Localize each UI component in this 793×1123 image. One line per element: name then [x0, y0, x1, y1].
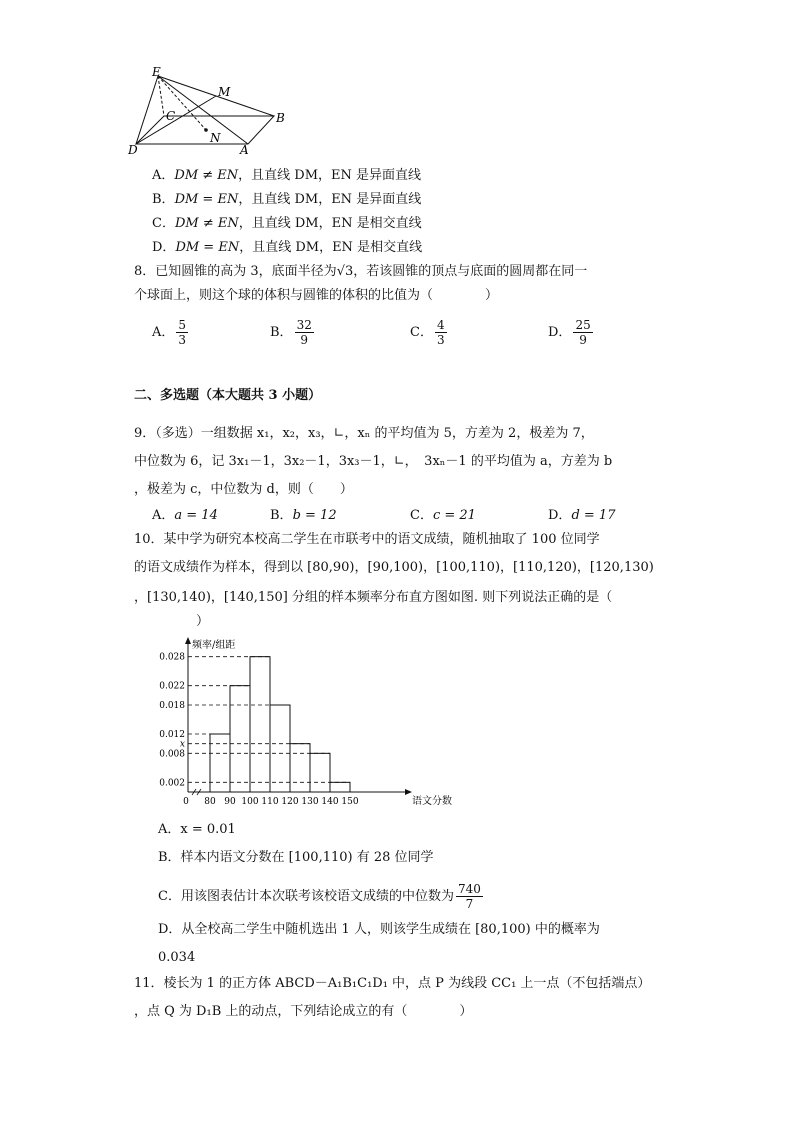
q8-option-a: A． $\frac{5}{3}$ [152, 318, 187, 347]
q10-line3: ，[130,140)，[140,150] 分组的样本频率分布直方图如图. 则下列说法正确的是（ [134, 590, 613, 605]
q7-option-a: A．DM ≠ EN，且直线 DM，EN 是异面直线 [152, 168, 422, 183]
y-tick-label: 0.012 [159, 730, 185, 740]
histogram-bar [330, 782, 350, 792]
q10-option-b: B．样本内语文分数在 [100,110) 有 28 位同学 [158, 850, 434, 865]
x-tick-label: 120 [281, 797, 299, 807]
x-axis-label: 语文分数 [412, 796, 452, 807]
x-axis-arrow [405, 789, 412, 795]
q7-option-b: B．DM = EN，且直线 DM，EN 是异面直线 [152, 192, 422, 207]
q9-option-a: A．a = 14 [152, 508, 218, 523]
q10-option-c: C．用该图表估计本次联考该校语文成绩的中位数为 $\frac{740}{7}$ [158, 882, 481, 911]
y-axis-label: 频率/组距 [192, 640, 236, 651]
histogram-bar [270, 705, 290, 792]
label-N: N [210, 131, 221, 145]
x-tick-label: 130 [301, 797, 319, 807]
x-tick-label: 0 [183, 797, 189, 807]
histogram-bar [210, 734, 230, 792]
y-axis-arrow [185, 637, 191, 644]
y-tick-label: x [179, 739, 185, 750]
y-tick-label: 0.002 [159, 778, 185, 789]
q10-line2: 的语文成绩作为样本，得到以 [80,90)，[90,100)，[100,110)，[110,120)，[120,130) [134, 560, 654, 575]
q7-option-d: D．DM = EN，且直线 DM，EN 是相交直线 [152, 240, 423, 255]
y-tick-label: 0.018 [159, 701, 185, 711]
x-tick-label: 80 [204, 797, 216, 807]
x-tick-label: 150 [341, 797, 359, 807]
q9-line2: 中位数为 6，记 3x₁－1，3x₂－1，3x₃－1，∟， 3xₙ－1 的平均值为 a，方差为 b [134, 454, 613, 469]
q8-option-d: D． $\frac{25}{9}$ [548, 318, 591, 347]
histogram-bar [290, 744, 310, 792]
q10-option-a: A．x = 0.01 [158, 822, 236, 837]
histogram-bar [250, 657, 270, 792]
label-A: A [240, 143, 249, 157]
q10-option-d-cont: 0.034 [158, 950, 196, 965]
q10-option-d: D．从全校高二学生中随机选出 1 人，则该学生成绩在 [80,100) 中的概率为 [158, 922, 600, 937]
y-tick-label: 0.022 [159, 681, 185, 692]
label-M: M [218, 85, 231, 99]
label-E: E [152, 65, 161, 79]
y-tick-label: 0.028 [159, 652, 185, 663]
q8-option-b: B． $\frac{32}{9}$ [270, 318, 312, 347]
section-title: 二、多选题（本大题共 3 小题） [134, 388, 322, 403]
x-tick-label: 100 [241, 797, 259, 807]
histogram-bar [310, 753, 330, 792]
q9-line1: 9．（多选）一组数据 x₁，x₂，x₃，∟，xₙ 的平均值为 5，方差为 2，极差为 7， [134, 426, 594, 441]
histogram-chart [150, 636, 452, 812]
label-B: B [276, 111, 285, 125]
q7-option-c: C．DM ≠ EN，且直线 DM，EN 是相交直线 [152, 216, 422, 231]
pyramid-figure [128, 66, 298, 158]
q10-line4: ） [196, 614, 210, 629]
q9-option-d: D．d = 17 [548, 508, 616, 523]
y-tick-label: 0.008 [159, 749, 185, 760]
q9-line3: ，极差为 c，中位数为 d，则（ ） [134, 482, 353, 497]
label-D: D [128, 143, 138, 157]
q8-line1: 8．已知圆锥的高为 3，底面半径为√3，若该圆锥的顶点与底面的圆周都在同一 [134, 264, 588, 279]
q9-option-c: C．c = 21 [410, 508, 476, 523]
q8-option-c: C． $\frac{4}{3}$ [410, 318, 445, 347]
q10-line1: 10．某中学为研究本校高二学生在市联考中的语文成绩，随机抽取了 100 位同学 [134, 532, 600, 547]
x-tick-label: 110 [261, 797, 279, 807]
q11-line1: 11．棱长为 1 的正方体 ABCD－A₁B₁C₁D₁ 中，点 P 为线段 CC₁ 上一点（不包括端点） [134, 976, 651, 991]
q11-line2: ，点 Q 为 D₁B 上的动点，下列结论成立的有（ ） [134, 1004, 473, 1019]
q9-option-b: B．b = 12 [270, 508, 337, 523]
x-tick-label: 90 [224, 797, 236, 807]
histogram-bar [230, 686, 250, 792]
q8-line2: 个球面上，则这个球的体积与圆锥的体积的比值为（ ） [134, 288, 499, 303]
x-tick-label: 140 [321, 797, 339, 807]
label-C: C [166, 109, 176, 123]
